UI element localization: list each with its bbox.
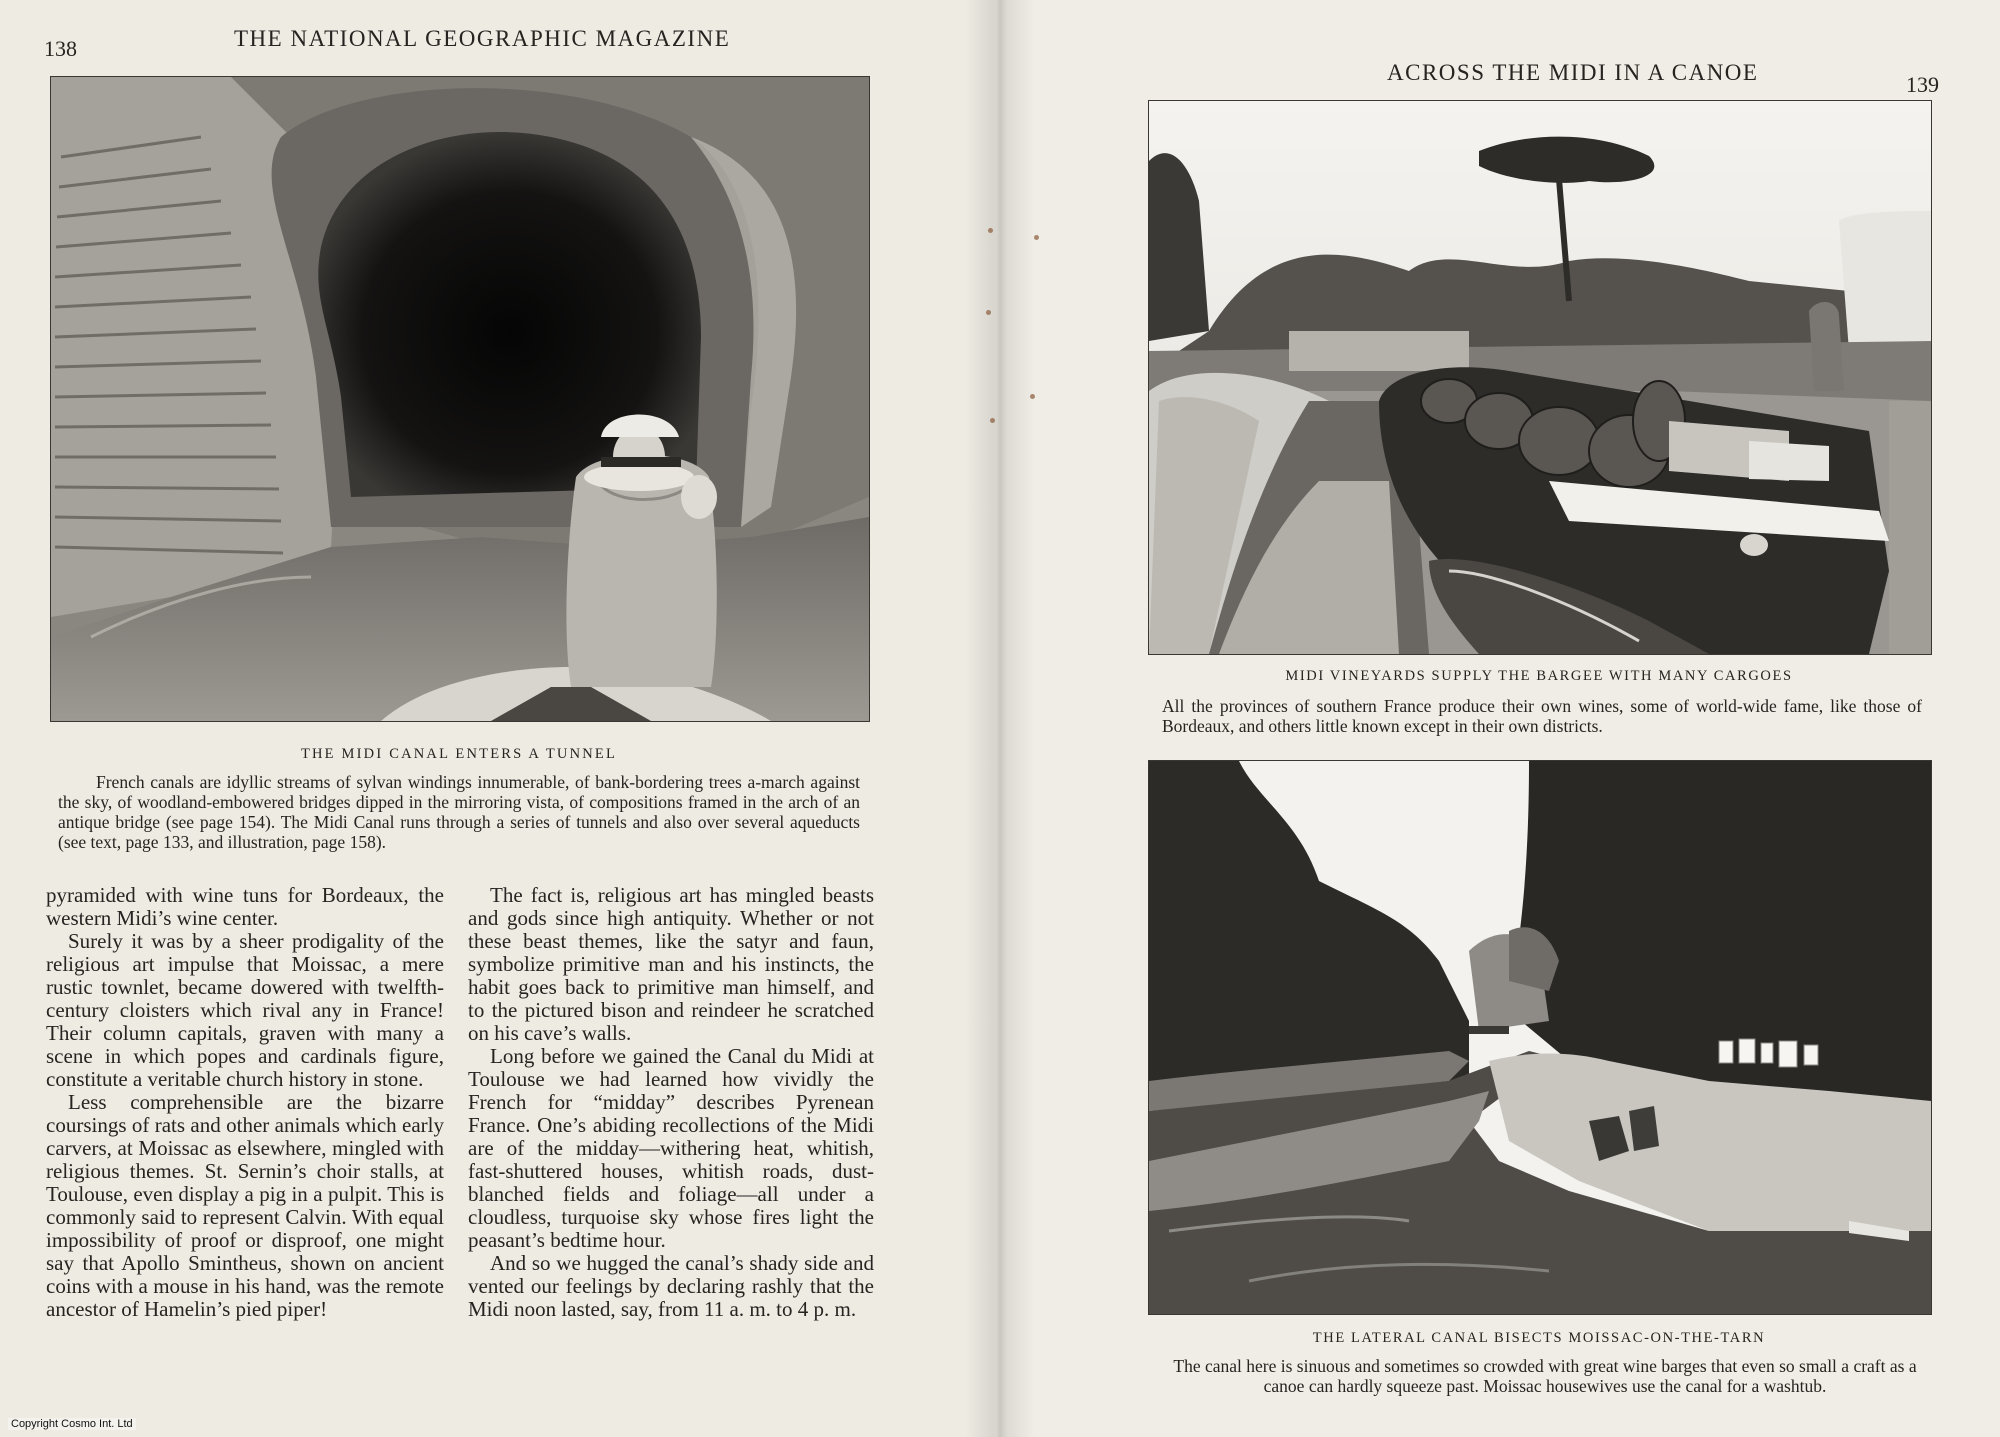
foxing-spot xyxy=(986,310,991,315)
photo-barge-in-lock xyxy=(1148,100,1932,655)
page-number-right: 139 xyxy=(1906,72,1939,97)
col2-paragraph-3: And so we hugged the canal’s shady side and vented our feelings by declaring rashly that the Midi noon lasted, say, from 11 a. m. to 4 p. m. xyxy=(468,1251,874,1321)
caption-title-tunnel: THE MIDI CANAL ENTERS A TUNNEL xyxy=(300,746,618,762)
photo-lateral-canal xyxy=(1148,760,1932,1315)
col1-paragraph-3: Less comprehensible are the bizarre coursings of rats and other animals which early carvers, at Moissac as elsewhere, mingled with religious themes. St. Sernin’s choir stalls, at Toulouse, even display a pig in a pulpit. This is commonly said to represent Calvin. With equal impossibility of proof or disproof, one might say that Apollo Smintheus, shown on ancient coins with a mouse in his hand, was the remote ancestor of Hamelin’s pied piper! xyxy=(46,1090,444,1321)
col2-paragraph-1: The fact is, religious art has mingled beasts and gods since high antiquity. Whether or not these beast themes, like the satyr and faun, symbolize primitive man and his instincts, the habit goes back to primitive man himself, and to the pictured bison and reindeer he scratched on his cave’s walls. xyxy=(468,883,874,1045)
copyright-notice: Copyright Cosmo Int. Ltd xyxy=(8,1418,136,1430)
text-column-1 xyxy=(46,884,444,1321)
caption-body-tunnel: French canals are idyllic streams of sylvan windings innumerable, of bank-bordering trees a-march against the sky, of woodland-embowered bridges dipped in the mirroring vista, of compositions framed in the arch of an antique bridge (see page 154). The Midi Canal runs through a series of tunnels and also over several aqueducts (see text, page 133, and illustration, page 158). xyxy=(58,772,860,852)
book-gutter xyxy=(965,0,1035,1437)
page-number-left: 138 xyxy=(44,36,77,61)
foxing-spot xyxy=(990,418,995,423)
caption-body-lateral-canal: The canal here is sinuous and sometimes so crowded with great wine barges that even so small a craft as a canoe can hardly squeeze past. Moissac housewives use the canal for a washtub. xyxy=(1173,1356,1917,1396)
foxing-spot xyxy=(988,228,993,233)
running-head-left: THE NATIONAL GEOGRAPHIC MAGAZINE xyxy=(234,26,731,51)
photo-canal-tunnel xyxy=(50,76,870,722)
text-column-2 xyxy=(468,884,874,1321)
caption-title-barge: MIDI VINEYARDS SUPPLY THE BARGEE WITH MANY CARGOES xyxy=(1285,668,1793,684)
foxing-spot xyxy=(1034,235,1039,240)
col1-paragraph-2: Surely it was by a sheer prodigality of the religious art impulse that Moissac, a mere rustic townlet, became dowered with twelfth-century cloisters which rival any in France! Their column capitals, graven with many a scene in which popes and cardinals figure, constitute a veritable church history in stone. xyxy=(46,929,444,1091)
caption-body-barge: All the provinces of southern France produce their own wines, some of world-wide fame, like those of Bordeaux, and others little known except in their own districts. xyxy=(1162,696,1922,736)
caption-title-lateral-canal: THE LATERAL CANAL BISECTS MOISSAC-ON-THE-TARN xyxy=(1312,1330,1766,1346)
col2-paragraph-2: Long before we gained the Canal du Midi at Toulouse we had learned how vividly the French for “midday” describes Pyrenean France. One’s abiding recollections of the Midi are of the midday—withering heat, whitish, fast-shuttered houses, whitish roads, dust-blanched fields and foliage—all under a cloudless, turquoise sky whose fires light the peasant’s bedtime hour. xyxy=(468,1044,874,1252)
foxing-spot xyxy=(1030,394,1035,399)
running-head-right: ACROSS THE MIDI IN A CANOE xyxy=(1387,60,1759,85)
col1-paragraph-1: pyramided with wine tuns for Bordeaux, the western Midi’s wine center. xyxy=(46,883,444,930)
